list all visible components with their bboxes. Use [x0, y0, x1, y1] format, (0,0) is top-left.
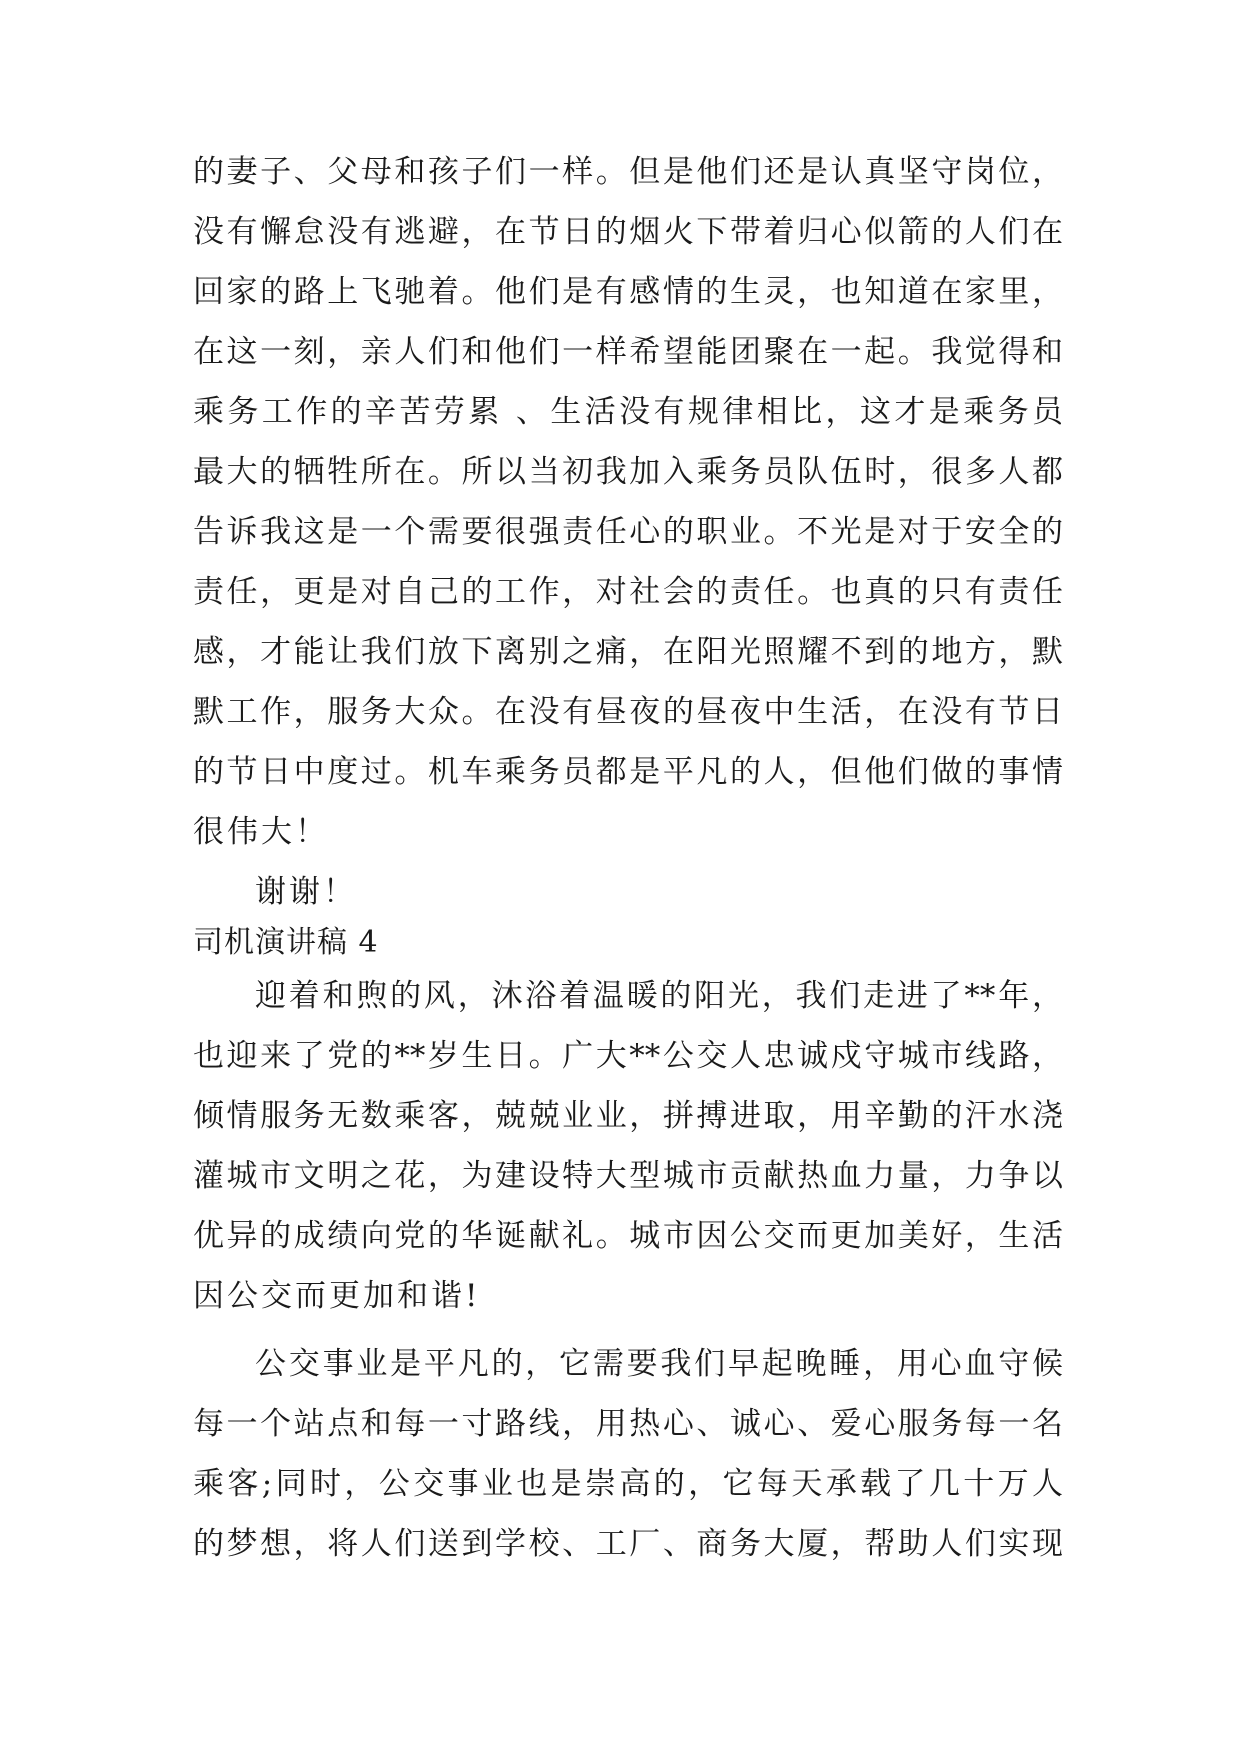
speech-4-paragraph-2: [193, 1334, 1063, 1574]
text-line: 也迎来了党的**岁生日。广大**公交人忠诚戍守城市线路，: [193, 1038, 1063, 1074]
text-line: 很伟大！: [193, 814, 329, 850]
speech-3-ending: [193, 142, 1063, 922]
text-line: 因公交而更加和谐!: [193, 1278, 481, 1314]
text-line: 责任，更是对自己的工作，对社会的责任。也真的只有责任: [193, 574, 1063, 610]
text-line: 回家的路上飞驰着。他们是有感情的生灵，也知道在家里，: [193, 274, 1063, 310]
text-line: 每一个站点和每一寸路线，用热心、诚心、爱心服务每一名: [193, 1406, 1063, 1442]
text-line: 默工作，服务大众。在没有昼夜的昼夜中生活，在没有节日: [193, 694, 1063, 730]
thanks-line: 谢谢！: [255, 874, 357, 910]
text-line: 告诉我这是一个需要很强责任心的职业。不光是对于安全的: [193, 514, 1063, 550]
text-line: 公交事业是平凡的，它需要我们早起晚睡，用心血守候: [255, 1346, 1063, 1382]
text-line: 的妻子、父母和孩子们一样。但是他们还是认真坚守岗位，: [193, 154, 1063, 190]
text-line: 乘客;同时，公交事业也是崇高的，它每天承载了几十万人: [193, 1466, 1063, 1502]
section-heading: 司机演讲稿 4: [193, 925, 379, 960]
speech-4-paragraph-1: [193, 966, 1063, 1326]
text-line: 最大的牺牲所在。所以当初我加入乘务员队伍时，很多人都: [193, 454, 1063, 490]
text-line: 倾情服务无数乘客，兢兢业业，拼搏进取，用辛勤的汗水浇: [193, 1098, 1063, 1134]
text-line: 乘务工作的辛苦劳累 、生活没有规律相比，这才是乘务员: [193, 394, 1063, 430]
text-line: 灌城市文明之花，为建设特大型城市贡献热血力量，力争以: [193, 1158, 1063, 1194]
text-line: 迎着和煦的风，沐浴着温暖的阳光，我们走进了**年，: [255, 978, 1063, 1014]
text-line: 在这一刻，亲人们和他们一样希望能团聚在一起。我觉得和: [193, 334, 1063, 370]
text-line: 的节日中度过。机车乘务员都是平凡的人，但他们做的事情: [193, 754, 1063, 790]
speech-4-heading-block: [193, 918, 1063, 968]
text-line: 感，才能让我们放下离别之痛，在阳光照耀不到的地方，默: [193, 634, 1063, 670]
text-line: 没有懈怠没有逃避，在节日的烟火下带着归心似箭的人们在: [193, 214, 1063, 250]
text-line: 的梦想，将人们送到学校、工厂、商务大厦，帮助人们实现: [193, 1526, 1063, 1562]
text-line: 优异的成绩向党的华诞献礼。城市因公交而更加美好，生活: [193, 1218, 1063, 1254]
